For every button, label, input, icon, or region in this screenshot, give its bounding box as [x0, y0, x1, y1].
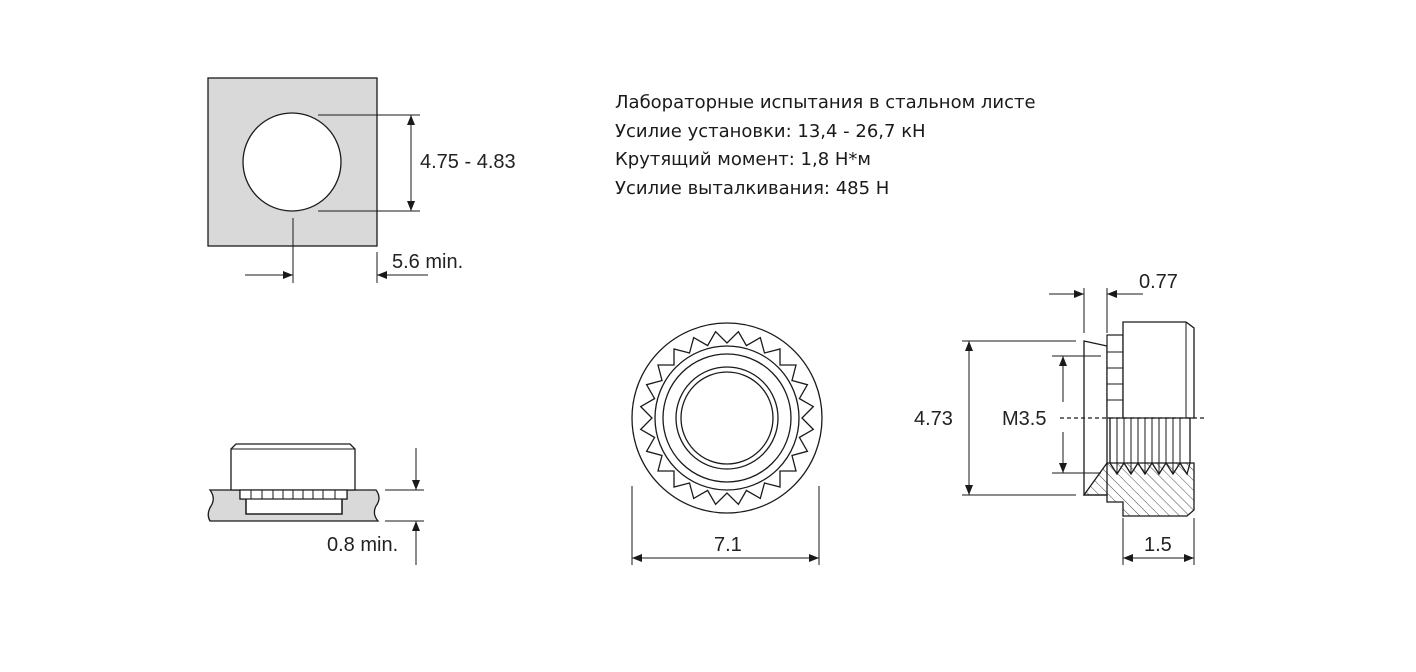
side-section-view [914, 271, 1205, 565]
nut-head [231, 444, 355, 490]
flange-height-label: 0.77 [1139, 271, 1178, 293]
outer-diameter-label: 7.1 [714, 534, 742, 556]
test-specs [615, 89, 1036, 203]
hole-diameter-label: 4.75 - 4.83 [420, 151, 516, 173]
knurl-teeth [641, 332, 814, 505]
spec-pushout-force: Усилие выталкивания: 485 Н [615, 177, 890, 199]
knurl-band [1107, 335, 1123, 418]
sheet-thickness-label: 0.8 min. [327, 534, 399, 556]
edge-distance-label: 5.6 min. [392, 251, 464, 273]
installed-section-view [208, 444, 424, 565]
spec-torque: Крутящий момент: 1,8 Н*м [615, 149, 871, 171]
top-view [632, 323, 822, 565]
spec-title: Лабораторные испытания в стальном листе [615, 92, 1036, 113]
nut-body-upper [1123, 322, 1194, 418]
mounting-hole [243, 113, 341, 211]
shank [246, 499, 342, 514]
bore-outer-circle [676, 367, 778, 469]
mounting-hole-view [208, 78, 516, 283]
thread-size-label: M3.5 [1002, 408, 1047, 430]
hatched-section [1084, 463, 1194, 516]
spec-installation-force: Усилие установки: 13,4 - 26,7 кН [615, 120, 926, 142]
outer-circle [632, 323, 822, 513]
length-label: 1.5 [1144, 534, 1172, 556]
head-circle [663, 354, 791, 482]
body-diameter-label: 4.73 [914, 408, 953, 430]
bore-inner-circle [681, 372, 773, 464]
thread-profile [1110, 418, 1190, 474]
